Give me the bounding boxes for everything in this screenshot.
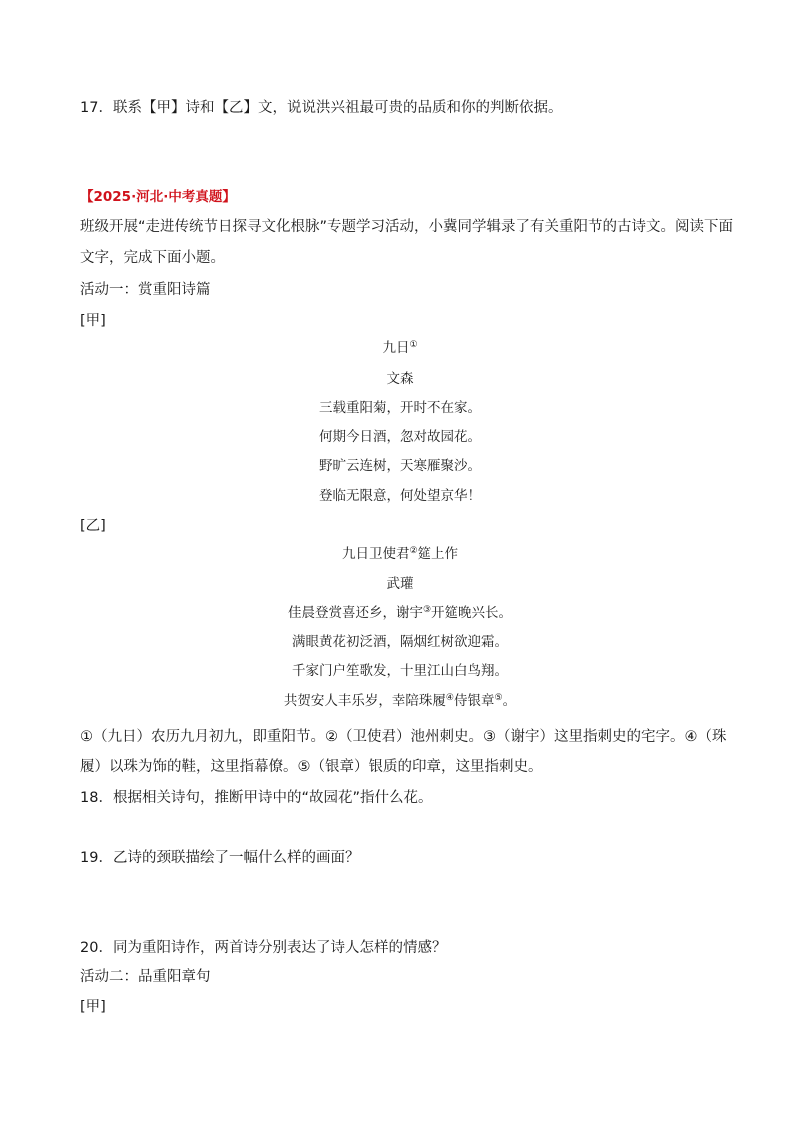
poem-a-line-2: 何期今日酒，忽对故园花。: [319, 429, 481, 445]
poem-b-title-part1: 九日卫使君: [341, 546, 410, 562]
footnote-marker: ②: [409, 546, 418, 556]
intro-line-2: 文字，完成下面小题。: [80, 250, 225, 266]
poem-b-line-4: [0, 691, 800, 711]
question-17: 17．联系【甲】诗和【乙】文，说说洪兴祖最可贵的品质和你的判断依据。: [80, 100, 563, 116]
activity-2-label: [甲]: [80, 999, 106, 1015]
activity-2-heading: 活动二：品重阳章句: [80, 969, 211, 985]
activity-1-heading: 活动一：赏重阳诗篇: [80, 282, 211, 298]
poem-b-title-part2: 筵上作: [417, 546, 459, 562]
poem-a-label: [甲]: [80, 313, 106, 329]
source-tag: 【2025·河北·中考真题】: [80, 189, 236, 205]
question-20: 20．同为重阳诗作，两首诗分别表达了诗人怎样的情感？: [80, 940, 447, 956]
poem-a-line-4: 登临无限意，何处望京华！: [319, 488, 481, 504]
footnote-marker: ③: [422, 605, 432, 615]
footnote-marker: ④: [445, 693, 454, 703]
poem-b-line-1a: 佳晨登赏喜还乡，谢宇: [287, 605, 423, 621]
footnote-marker: ⑤: [494, 693, 503, 703]
notes-line-2: 履）以珠为饰的鞋，这里指幕僚。⑤（银章）银质的印章，这里指刺史。: [80, 759, 543, 775]
poem-b-line-2: 满眼黄花初泛酒，隔烟红树欲迎霜。: [292, 634, 508, 650]
poem-b-line-1: [0, 603, 800, 623]
poem-a-author: 文森: [386, 371, 414, 387]
poem-b-author: 武瓘: [386, 576, 414, 592]
question-18: 18．根据相关诗句，推断甲诗中的“故园花”指什么花。: [80, 790, 433, 806]
poem-a-line-1: 三载重阳菊，开时不在家。: [319, 400, 481, 416]
intro-line-1: 班级开展“走进传统节日探寻文化根脉”专题学习活动，小冀同学辑录了有关重阳节的古诗文。阅读下面: [80, 219, 734, 235]
poem-b-line-4c: 。: [502, 693, 517, 709]
notes-line-1: ①（九日）农历九月初九，即重阳节。②（卫使君）池州刺史。③（谢宇）这里指刺史的宅字。④（珠: [80, 729, 727, 745]
poem-a-title: [0, 338, 800, 358]
poem-b-line-4a: 共贺安人丰乐岁，幸陪珠履: [283, 693, 446, 709]
poem-b-line-3: 千家门户笙歌发，十里江山白鸟翔。: [292, 663, 508, 679]
poem-b-line-4b: 侍银章: [454, 693, 495, 709]
poem-b-line-1b: 开筵晚兴长。: [431, 605, 513, 621]
poem-b-title: [0, 544, 800, 564]
footnote-marker: ①: [409, 340, 418, 350]
poem-b-label: [乙]: [80, 518, 106, 534]
question-19: 19．乙诗的颈联描绘了一幅什么样的画面？: [80, 850, 360, 866]
poem-a-line-3: 野旷云连树，天寒雁聚沙。: [319, 458, 481, 474]
poem-a-title-text: 九日: [382, 340, 410, 356]
